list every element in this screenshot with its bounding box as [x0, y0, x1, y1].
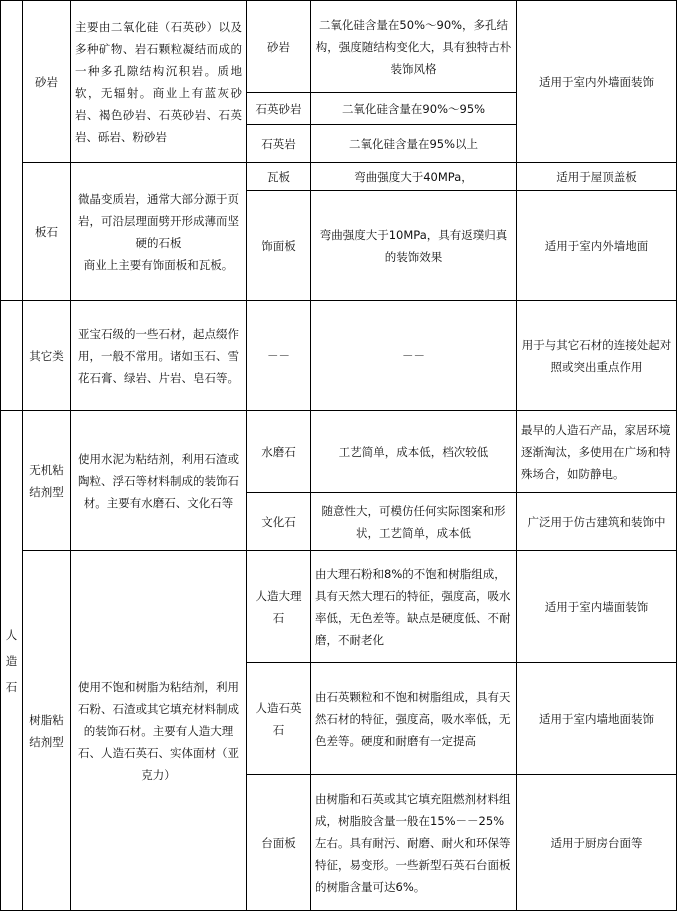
subtype-name: 石英砂岩 [247, 93, 311, 125]
category-char: 人 [5, 627, 18, 642]
subtype-feature: 二氧化硅含量在50%～90%，多孔结构，强度随结构变化大，具有独特古朴装饰风格 [311, 1, 517, 93]
subtype-name: 石英岩 [247, 125, 311, 163]
subtype-usage: 用于与其它石材的连接处起对照或突出重点作用 [517, 301, 677, 411]
subtype-feature: 由树脂和石英或其它填充阻燃剂材料组成，树脂胶含量一般在15%－－25%左右。具有耐污、耐磨、耐火和环保等特征，易变形。一些新型石英石台面板的树脂含量可达6%。 [311, 775, 517, 911]
subtype-feature: 由大理石粉和8%的不饱和树脂组成，具有天然大理石的特征，强度高，吸水率低，无色差等。缺点是硬度低、不耐磨，不耐老化 [311, 551, 517, 663]
subtype-name: 人造石英石 [247, 663, 311, 775]
subtype-usage: 适用于屋顶盖板 [517, 163, 677, 191]
stone-type-description: 主要由二氧化硅（石英砂）以及多种矿物、岩石颗粒凝结而成的一种多孔隙结构沉积岩。质地软，无辐射。商业上有蓝灰砂岩、褐色砂岩、石英砂岩、石英岩、砾岩、粉砂岩 [71, 1, 247, 163]
table-row [1, 411, 677, 493]
stone-type-name: 板石 [23, 163, 71, 301]
subtype-name: －－ [247, 301, 311, 411]
natural-category-cell [1, 301, 23, 411]
category-char: 石 [5, 679, 18, 694]
natural-category-cell [1, 1, 23, 301]
subtype-name: 水磨石 [247, 411, 311, 493]
subtype-name: 饰面板 [247, 191, 311, 301]
stone-type-name: 树脂粘结剂型 [23, 551, 71, 911]
subtype-feature: 弯曲强度大于10MPa，具有返璞归真的装饰效果 [311, 191, 517, 301]
subtype-usage: 广泛用于仿古建筑和装饰中 [517, 493, 677, 551]
subtype-feature: 二氧化硅含量在95%以上 [311, 125, 517, 163]
subtype-feature: 随意性大，可模仿任何实际图案和形状，工艺简单，成本低 [311, 493, 517, 551]
subtype-name: 人造大理石 [247, 551, 311, 663]
artificial-category-cell [1, 411, 23, 911]
subtype-name: 砂岩 [247, 1, 311, 93]
subtype-usage: 适用于室内外墙地面 [517, 191, 677, 301]
stone-type-name: 砂岩 [23, 1, 71, 163]
stone-type-description: 使用不饱和树脂为粘结剂，利用石粉、石渣或其它填充材料制成的装饰石材。主要有人造大理石、人造石英石、实体面材（亚克力） [71, 551, 247, 911]
table-row [1, 163, 677, 191]
table-row [1, 301, 677, 411]
description-part: 商业上主要有饰面板和瓦板。 [83, 257, 234, 272]
table-row [1, 1, 677, 93]
subtype-feature: 弯曲强度大于40MPa， [311, 163, 517, 191]
stone-type-description: 使用水泥为粘结剂，利用石渣或陶粒、浮石等材料制成的装饰石材。主要有水磨石、文化石等 [71, 411, 247, 551]
subtype-feature: 由石英颗粒和不饱和树脂组成，具有天然石材的特征，强度高，吸水率低，无色差等。硬度和耐磨有一定提高 [311, 663, 517, 775]
subtype-usage: 最早的人造石产品，家居环境逐渐淘汰，多使用在广场和特殊场合，如防静电。 [517, 411, 677, 493]
stone-type-name: 其它类 [23, 301, 71, 411]
subtype-name: 瓦板 [247, 163, 311, 191]
subtype-usage: 适用于室内墙地面装饰 [517, 663, 677, 775]
stone-type-description: 亚宝石级的一些石材，起点缀作用，一般不常用。诸如玉石、雪花石膏、绿岩、片岩、皂石等。 [71, 301, 247, 411]
subtype-name: 文化石 [247, 493, 311, 551]
table-row [1, 551, 677, 663]
subtype-usage: 适用于室内外墙面装饰 [517, 1, 677, 163]
subtype-feature: 二氧化硅含量在90%～95% [311, 93, 517, 125]
subtype-name: 台面板 [247, 775, 311, 911]
subtype-usage: 适用于厨房台面等 [517, 775, 677, 911]
category-char: 造 [5, 653, 18, 668]
stone-type-description [71, 163, 247, 301]
stone-type-name: 无机粘结剂型 [23, 411, 71, 551]
subtype-feature: 工艺简单，成本低，档次较低 [311, 411, 517, 493]
subtype-usage: 适用于室内墙面装饰 [517, 551, 677, 663]
description-part: 微晶变质岩，通常大部分源于页岩，可沿层理面劈开形成薄而坚硬的石板 [78, 191, 239, 250]
subtype-feature: －－ [311, 301, 517, 411]
